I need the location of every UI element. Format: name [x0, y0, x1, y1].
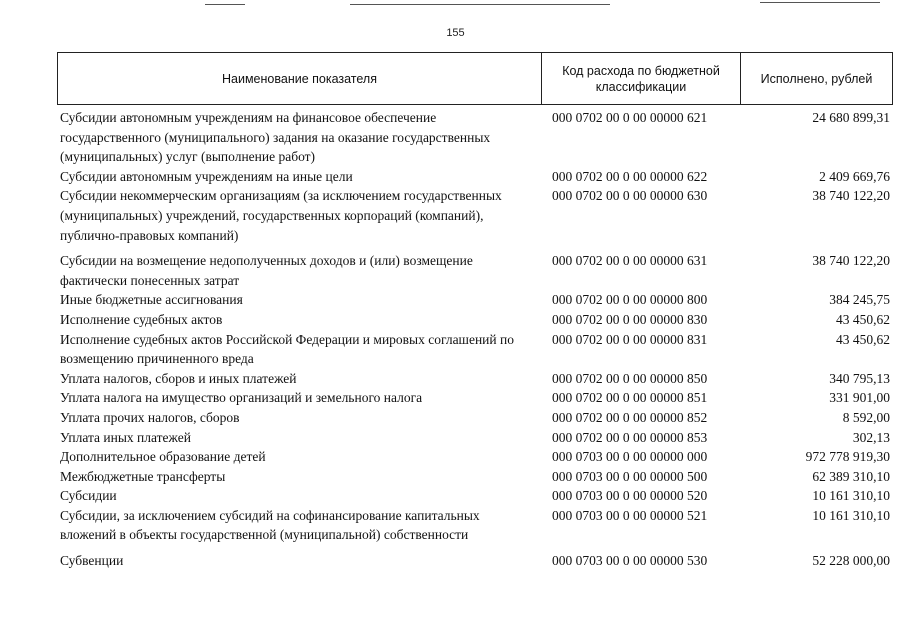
row-amount: 38 740 122,20 [812, 253, 890, 269]
row-name: Субвенции [60, 553, 124, 569]
row-name: Уплата прочих налогов, сборов [60, 409, 240, 425]
table-row [60, 290, 890, 310]
row-name: Субсидии некоммерческим организациям (за исключением государственных (муниципальных) учреждений, государственных корпораций (компаний), публично-правовых компаний) [60, 188, 502, 243]
table-row [60, 388, 890, 408]
table-row [60, 310, 890, 330]
row-name: Субсидии на возмещение недополученных доходов и (или) возмещение фактически понесенных затрат [60, 253, 473, 288]
row-name: Дополнительное образование детей [60, 449, 266, 465]
row-code: 000 0702 00 0 00 00000 830 [552, 311, 708, 327]
row-amount: 2 409 669,76 [819, 168, 890, 184]
table-row [60, 369, 890, 389]
header-amount-column: Исполнено, рублей [760, 71, 873, 86]
row-code: 000 0703 00 0 00 00000 000 [552, 449, 708, 465]
row-name: Субсидии [60, 488, 117, 504]
row-amount: 43 450,62 [836, 331, 890, 347]
row-amount: 8 592,00 [842, 409, 890, 425]
row-amount: 384 245,75 [829, 292, 890, 308]
table-row [60, 486, 890, 506]
row-code: 000 0703 00 0 00 00000 520 [552, 488, 708, 504]
row-amount: 62 389 310,10 [812, 468, 890, 484]
row-code: 000 0702 00 0 00 00000 852 [552, 409, 708, 425]
row-code: 000 0702 00 0 00 00000 800 [552, 292, 708, 308]
scan-artifact-line-center [350, 4, 610, 5]
table-row [60, 447, 890, 467]
row-code: 000 0702 00 0 00 00000 831 [552, 331, 708, 347]
table-row [60, 167, 890, 187]
row-code: 000 0702 00 0 00 00000 631 [552, 253, 708, 269]
row-name: Субсидии автономным учреждениям на финансовое обеспечение государственного (муниципального) задания на оказание государственных (муниципальных) услуг (выполнение работ) [60, 110, 491, 165]
row-code: 000 0702 00 0 00 00000 630 [552, 188, 708, 204]
row-amount: 38 740 122,20 [812, 188, 890, 204]
row-name: Субсидии, за исключением субсидий на софинансирование капитальных вложений в объекты государственной (муниципальной) собственности [60, 507, 480, 543]
row-name: Исполнение судебных актов Российской Федерации и мировых соглашений по возмещению причиненного вреда [60, 331, 514, 367]
scan-artifact-line-right [760, 2, 880, 3]
row-name: Иные бюджетные ассигнования [60, 292, 243, 308]
row-amount: 52 228 000,00 [812, 553, 890, 569]
table-row [60, 428, 890, 448]
table-row [60, 551, 890, 571]
table-row [60, 251, 890, 290]
table-body [60, 108, 890, 571]
row-name: Уплата налога на имущество организаций и земельного налога [60, 390, 423, 406]
header-code-column: Код расхода по бюджетной классификации [542, 53, 741, 104]
row-name: Субсидии автономным учреждениям на иные цели [60, 168, 353, 184]
row-code: 000 0703 00 0 00 00000 521 [552, 507, 708, 523]
row-amount: 972 778 919,30 [805, 449, 890, 465]
row-amount: 331 901,00 [829, 390, 890, 406]
row-name: Уплата иных платежей [60, 429, 191, 445]
row-code: 000 0702 00 0 00 00000 621 [552, 110, 708, 125]
row-code: 000 0702 00 0 00 00000 851 [552, 390, 708, 406]
table-header [57, 52, 893, 105]
row-name: Исполнение судебных актов [60, 311, 223, 327]
row-code: 000 0702 00 0 00 00000 853 [552, 429, 708, 445]
row-code: 000 0702 00 0 00 00000 850 [552, 370, 708, 386]
table-row [60, 330, 890, 369]
row-code: 000 0703 00 0 00 00000 530 [552, 553, 708, 569]
row-amount: 10 161 310,10 [812, 488, 890, 504]
row-name: Межбюджетные трансферты [60, 468, 226, 484]
row-amount: 10 161 310,10 [812, 507, 890, 523]
page-number: 155 [446, 27, 465, 39]
table-row [60, 186, 890, 245]
row-amount: 43 450,62 [836, 311, 890, 327]
row-code: 000 0702 00 0 00 00000 622 [552, 168, 708, 184]
table-row [60, 467, 890, 487]
row-amount: 24 680 899,31 [812, 110, 890, 125]
scan-artifact-line-left [205, 4, 245, 5]
table-row [60, 506, 890, 545]
table-row [60, 108, 890, 167]
header-name-column: Наименование показателя [58, 53, 542, 104]
row-amount: 340 795,13 [829, 370, 890, 386]
row-amount: 302,13 [852, 429, 890, 445]
table-row [60, 408, 890, 428]
row-code: 000 0703 00 0 00 00000 500 [552, 468, 708, 484]
row-name: Уплата налогов, сборов и иных платежей [60, 370, 297, 386]
